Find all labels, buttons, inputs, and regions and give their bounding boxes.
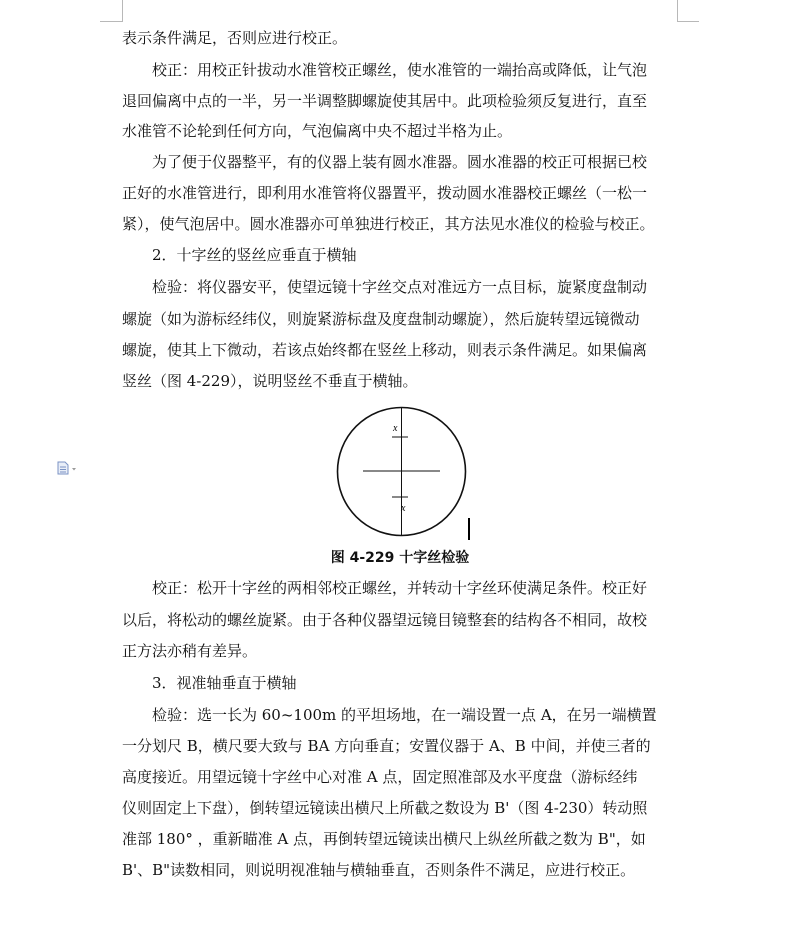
text-line: 螺旋（如为游标经纬仪，则旋紧游标盘及度盘制动螺旋），然后旋转望远镜微动 [122, 310, 640, 328]
figure-mark-top: x [393, 423, 398, 434]
text-line: 正好的水准管进行，即利用水准管将仪器置平，拨动圆水准器校正螺丝（一松一 [122, 184, 648, 202]
text-line: B'、B"读数相同，则说明视准轴与横轴垂直，否则条件不满足，应进行校正。 [122, 861, 636, 879]
text-line: 检验：选一长为 60~100m 的平坦场地，在一端设置一点 A，在另一端横置 [152, 706, 657, 724]
text-line: 高度接近。用望远镜十字丝中心对准 A 点，固定照准部及水平度盘（游标经纬 [122, 768, 638, 786]
text-line: 紧），使气泡居中。圆水准器亦可单独进行校正，其方法见水准仪的检验与校正。 [122, 215, 655, 233]
crop-mark-top-right-horizontal [677, 21, 699, 22]
crop-mark-top-left-vertical [122, 0, 123, 22]
text-line: 正方法亦稍有差异。 [122, 642, 258, 660]
text-line: 螺旋，使其上下微动，若该点始终都在竖丝上移动，则表示条件满足。如果偏离 [122, 341, 648, 359]
text-line: 以后，将松动的螺丝旋紧。由于各种仪器望远镜目镜整套的结构各不相同，故校 [122, 611, 648, 629]
text-line: 准部 180° ，重新瞄准 A 点，再倒转望远镜读出横尺上纵丝所截之数为 B"，如 [122, 830, 646, 848]
text-line: 竖丝（图 4-229），说明竖丝不垂直于横轴。 [122, 372, 418, 390]
section-heading: 3．视准轴垂直于横轴 [152, 674, 297, 692]
section-heading: 2．十字丝的竖丝应垂直于横轴 [152, 246, 357, 264]
text-line: 校正：用校正针拔动水准管校正螺丝，使水准管的一端抬高或降低，让气泡 [152, 61, 648, 79]
paragraph-layout-icon[interactable] [57, 460, 79, 474]
text-line: 退回偏离中点的一半，另一半调整脚螺旋使其居中。此项检验须反复进行，直至 [122, 92, 648, 110]
text-line: 为了便于仪器整平，有的仪器上装有圆水准器。圆水准器的校正可根据已校 [152, 153, 648, 171]
text-line: 检验：将仪器安平，使望远镜十字丝交点对准远方一点目标，旋紧度盘制动 [152, 278, 648, 296]
figure-mark-bottom: x [401, 503, 406, 514]
crop-mark-top-right-vertical [677, 0, 678, 22]
text-line: 表示条件满足，否则应进行校正。 [122, 29, 348, 47]
text-cursor [468, 518, 470, 540]
crop-mark-top-left-horizontal [100, 21, 122, 22]
text-line: 校正：松开十字丝的两相邻校正螺丝，并转动十字丝环使满足条件。校正好 [152, 579, 648, 597]
crosshair-figure [334, 404, 469, 539]
text-line: 一分划尺 B，横尺要大致与 BA 方向垂直；安置仪器于 A、B 中间，并使三者的 [122, 737, 651, 755]
figure-caption: 图 4-229 十字丝检验 [330, 550, 470, 566]
text-line: 仪则固定上下盘），倒转望远镜读出横尺上所截之数设为 B'（图 4-230）转动照 [122, 799, 648, 817]
text-line: 水准管不论轮到任何方向，气泡偏离中央不超过半格为止。 [122, 122, 513, 140]
